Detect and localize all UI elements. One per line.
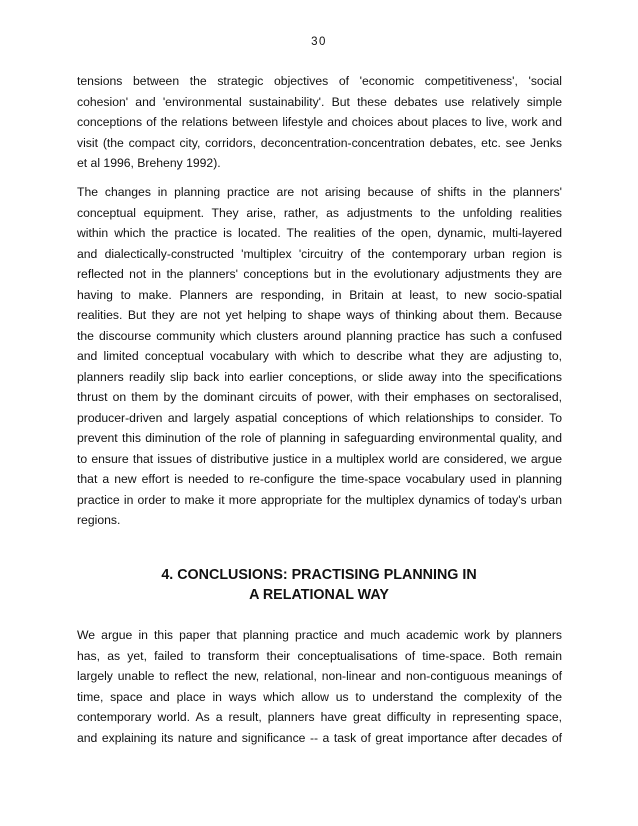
paragraph-2 (77, 182, 562, 531)
text-line: thrust on them by the dominant circuits of power, with their emphases on sectoralised, (77, 390, 562, 404)
text-line: reflected not in the planners' conceptions but in the evolutionary adjustments they are (77, 267, 562, 281)
paragraph-3 (77, 625, 562, 748)
section-heading (0, 565, 638, 605)
text-line: has, as yet, failed to transform their conceptualisations of time-space. Both remain (77, 648, 562, 663)
text-line: realities. But they are not yet helping to shape ways of thinking about them. Because (77, 308, 562, 322)
text-line: largely unable to reflect the new, relational, non-linear and non-contiguous meanings of (77, 669, 562, 683)
text-line: regions. (77, 513, 121, 527)
text-line: conceptual equipment. They arise, rather, as adjustments to the unfolding realities (77, 205, 562, 220)
text-line: that a new effort is needed to re-configure the time-space vocabulary used in planning (77, 472, 562, 486)
text-line: the discourse community which clusters around planning practice has such a confused (77, 328, 562, 343)
text-line: and dialectically-constructed 'multiplex 'circuitry of the contemporary urban region is (77, 246, 562, 261)
section-heading-line-2: A RELATIONAL WAY (249, 587, 389, 603)
page-number: 30 (311, 36, 327, 48)
text-line: tensions between the strategic objectives of 'economic competitiveness', 'social (77, 74, 562, 88)
text-line: planners readily slip back into earlier conceptions, or slide away into the specifications (77, 369, 562, 384)
text-line: to ensure that issues of distributive justice in a multiplex world are considered, we argue (77, 451, 562, 466)
text-line: We argue in this paper that planning practice and much academic work by planners (77, 628, 562, 642)
paragraph-1 (77, 71, 562, 174)
text-line: prevent this diminution of the role of planning in safeguarding environmental quality, and (77, 431, 562, 445)
text-line: conceptions of the relations between lifestyle and choices about places to live, work and (77, 115, 562, 129)
text-line: practice in order to make it more appropriate for the multiplex dynamics of today's urban (77, 492, 562, 507)
text-line: time, space and place in ways which allow us to understand the complexity of the (77, 689, 562, 704)
section-heading-line-1: 4. CONCLUSIONS: PRACTISING PLANNING IN (161, 567, 477, 583)
text-line: The changes in planning practice are not arising because of shifts in the planners' (77, 185, 562, 199)
text-line: having to make. Planners are responding, in Britain at least, to new socio-spatial (77, 287, 562, 302)
text-line: visit (the compact city, corridors, deconcentration-concentration debates, etc. see Jenks (77, 135, 562, 150)
text-line: and limited conceptual vocabulary with which to describe what they are adjusting to, (77, 349, 562, 363)
text-line: producer-driven and largely aspatial conceptions of which relationships to consider. To (77, 410, 562, 425)
text-line: within which the practice is located. The realities of the open, dynamic, multi-layered (77, 226, 562, 240)
text-line: cohesion' and 'environmental sustainability'. But these debates use relatively simple (77, 94, 562, 109)
text-line: et al 1996, Breheny 1992). (77, 156, 221, 170)
text-line: contemporary world. As a result, planners have great difficulty in representing space, (77, 710, 562, 724)
text-line: and explaining its nature and significance -- a task of great importance after decades of (77, 730, 562, 745)
